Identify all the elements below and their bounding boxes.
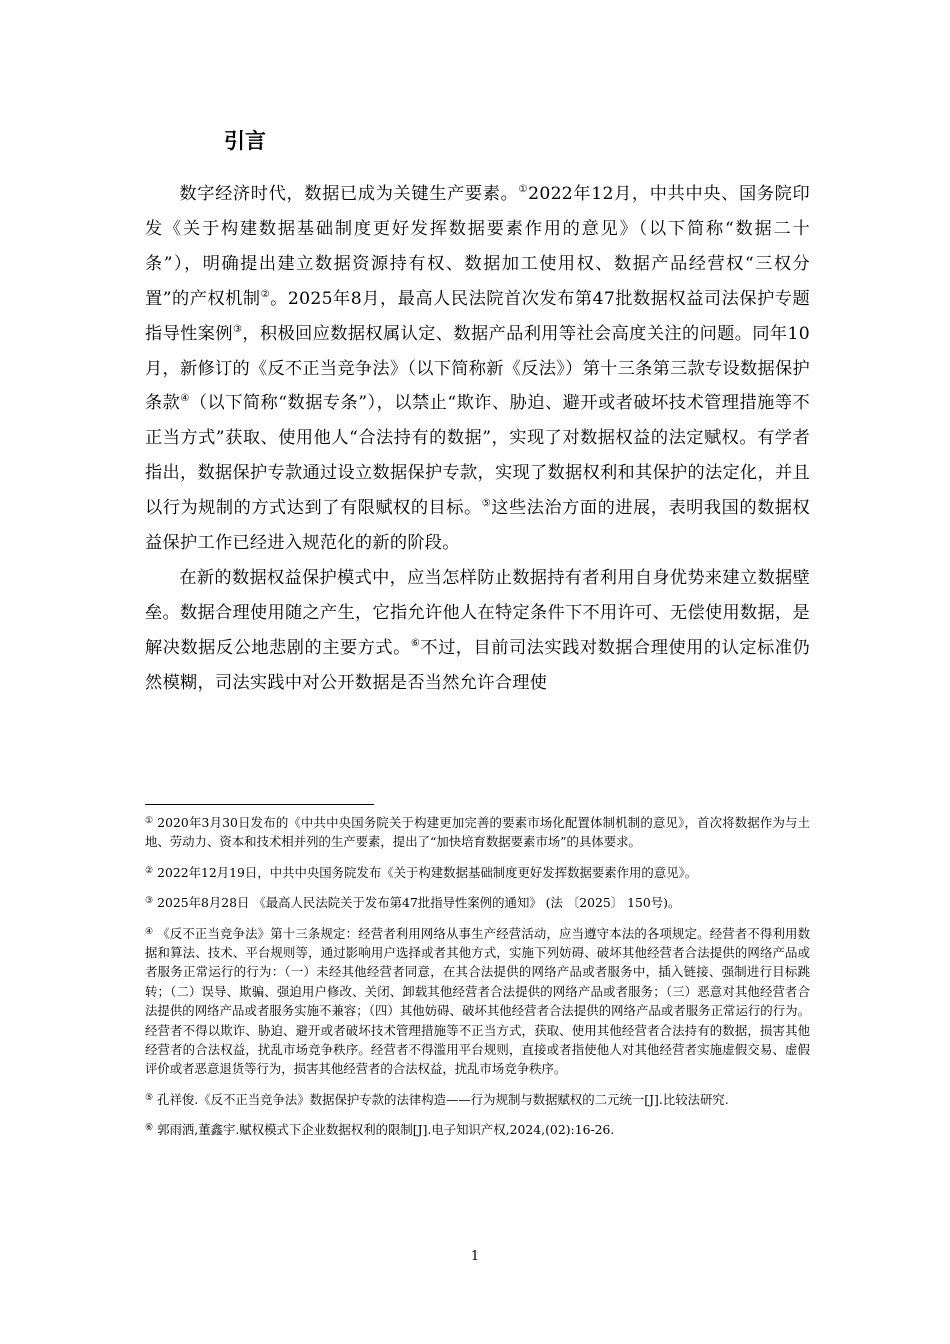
footnote <box>145 863 810 882</box>
footnote <box>145 893 810 912</box>
footnote <box>145 1090 810 1109</box>
footnote <box>145 1120 810 1139</box>
paragraph-text: 这些法治方面的进展，表明我国的数据权益保护工作已经进入规范化的新的阶段。 <box>145 498 811 554</box>
page-number: 1 <box>470 1249 480 1264</box>
section-heading: 引言 <box>224 129 266 153</box>
paragraph-text: 。2025年8月，最高人民法院首次发布第47批数据权益司法保护专题指导性案例 <box>145 288 811 344</box>
footnote-text: 孔祥俊.《反不正当竞争法》数据保护专款的法律构造——行为规制与数据赋权的二元统一[J].比较法研究. <box>157 1091 729 1107</box>
paragraph-text: ，积极回应数据权属认定、数据产品利用等社会高度关注的问题。同年10月，新修订的《反不正当竞争法》（以下简称新《反法》）第十三条第三款专设数据保护条款 <box>145 323 810 414</box>
paragraph-text: 数字经济时代，数据已成为关键生产要素。 <box>179 184 519 204</box>
footnote-separator <box>145 804 374 805</box>
footnote <box>145 813 810 852</box>
footnote-text: 2022年12月19日，中共中央国务院发布《关于构建数据基础制度更好发挥数据要素作用的意见》。 <box>157 864 698 880</box>
footnote-mark: ① <box>145 816 154 826</box>
footnote-reference: ⑤ <box>481 498 492 510</box>
paragraph-text: 在新的数据权益保护模式中，应当怎样防止数据持有者利用自身优势来建立数据壁垒。数据合理使用随之产生，它指允许他人在特定条件下不用许可、无偿使用数据，是解决数据反公地悲剧的主要方式。 <box>145 567 810 658</box>
footnote-mark: ④ <box>145 926 154 937</box>
footnote-mark: ③ <box>145 896 154 907</box>
paragraph-text: 2022年12月，中共中央、国务院印发《关于构建数据基础制度更好发挥数据要素作用的意见》（以下简称“数据二十条”），明确提出建立数据资源持有权、数据加工使用权、数据产品经营权“三权分置”的产权机制 <box>145 184 811 309</box>
body-paragraph <box>145 177 810 561</box>
footnote-mark: ② <box>145 865 154 876</box>
footnote-text: 郭雨洒,董鑫宇.赋权模式下企业数据权利的限制[J].电子知识产权,2024,(02):16-26. <box>157 1122 615 1138</box>
footnote-text: 2025年8月28日 《最高人民法院关于发布第47批指导性案例的通知》 (法 〔2025〕 150号)。 <box>157 895 681 911</box>
body-text <box>145 177 810 701</box>
paragraph-text: 不过，目前司法实践对数据合理使用的认定标准仍然模糊，司法实践中对公开数据是否当然允许合理使 <box>145 637 810 693</box>
footnote-mark: ⑤ <box>145 1092 154 1103</box>
footnote-reference: ① <box>518 184 529 195</box>
footnote-reference: ④ <box>180 393 190 405</box>
footnote-mark: ⑥ <box>145 1123 154 1134</box>
footnote-reference: ② <box>260 288 271 300</box>
footnote-reference: ⑥ <box>410 637 421 649</box>
footnote-text: 《反不正当竞争法》第十三条规定：经营者利用网络从事生产经营活动，应当遵守本法的各项规定。经营者不得利用数据和算法、技术、平台规则等，通过影响用户选择或者其他方式，实施下列妨碍、破坏其他经营者合法提供的网络产品或者服务正常运行的行为：（一）未经其他经营者同意，在其合法提供的网络产品或者服务中，插入链接、强制进行目标跳转；（二）误导、欺骗、强迫用户修改、关闭、卸载其他经营者合法提供的网络产品或者服务；（三）恶意对其他经营者合法提供的网络产品或者服务实施不兼容；（四）其他妨碍、破坏其他经营者合法提供的网络产品或者服务正常运行的行为。经营者不得以欺诈、胁迫、避开或者破坏技术管理措施等不正当方式，获取、使用其他经营者合法持有的数据，损害其他经营者的合法权益，扰乱市场竞争秩序。经营者不得滥用平台规则，直接或者指使他人对其他经营者实施虚假交易、虚假评价或者恶意退货等行为，损害其他经营者的合法权益，扰乱市场竞争秩序。 <box>145 925 810 1077</box>
footnotes <box>145 813 810 1151</box>
footnote-reference: ③ <box>232 323 243 335</box>
body-paragraph <box>145 561 810 701</box>
footnote-text: 2020年3月30日发布的《中共中央国务院关于构建更加完善的要素市场化配置体制机制的意见》，首次将数据作为与土地、劳动力、资本和技术相并列的生产要素，提出了“加快培育数据要素市场”的具体要求。 <box>145 815 810 850</box>
paragraph-text: （以下简称“数据专条”），以禁止“欺诈、胁迫、避开或者破坏技术管理措施等不正当方式”获取、使用他人“合法持有的数据”，实现了对数据权益的法定赋权。有学者指出，数据保护专款通过设立数据保护专款，实现了数据权利和其保护的法定化，并且以行为规制的方式达到了有限赋权的目标。 <box>145 393 811 519</box>
footnote <box>145 924 810 1079</box>
